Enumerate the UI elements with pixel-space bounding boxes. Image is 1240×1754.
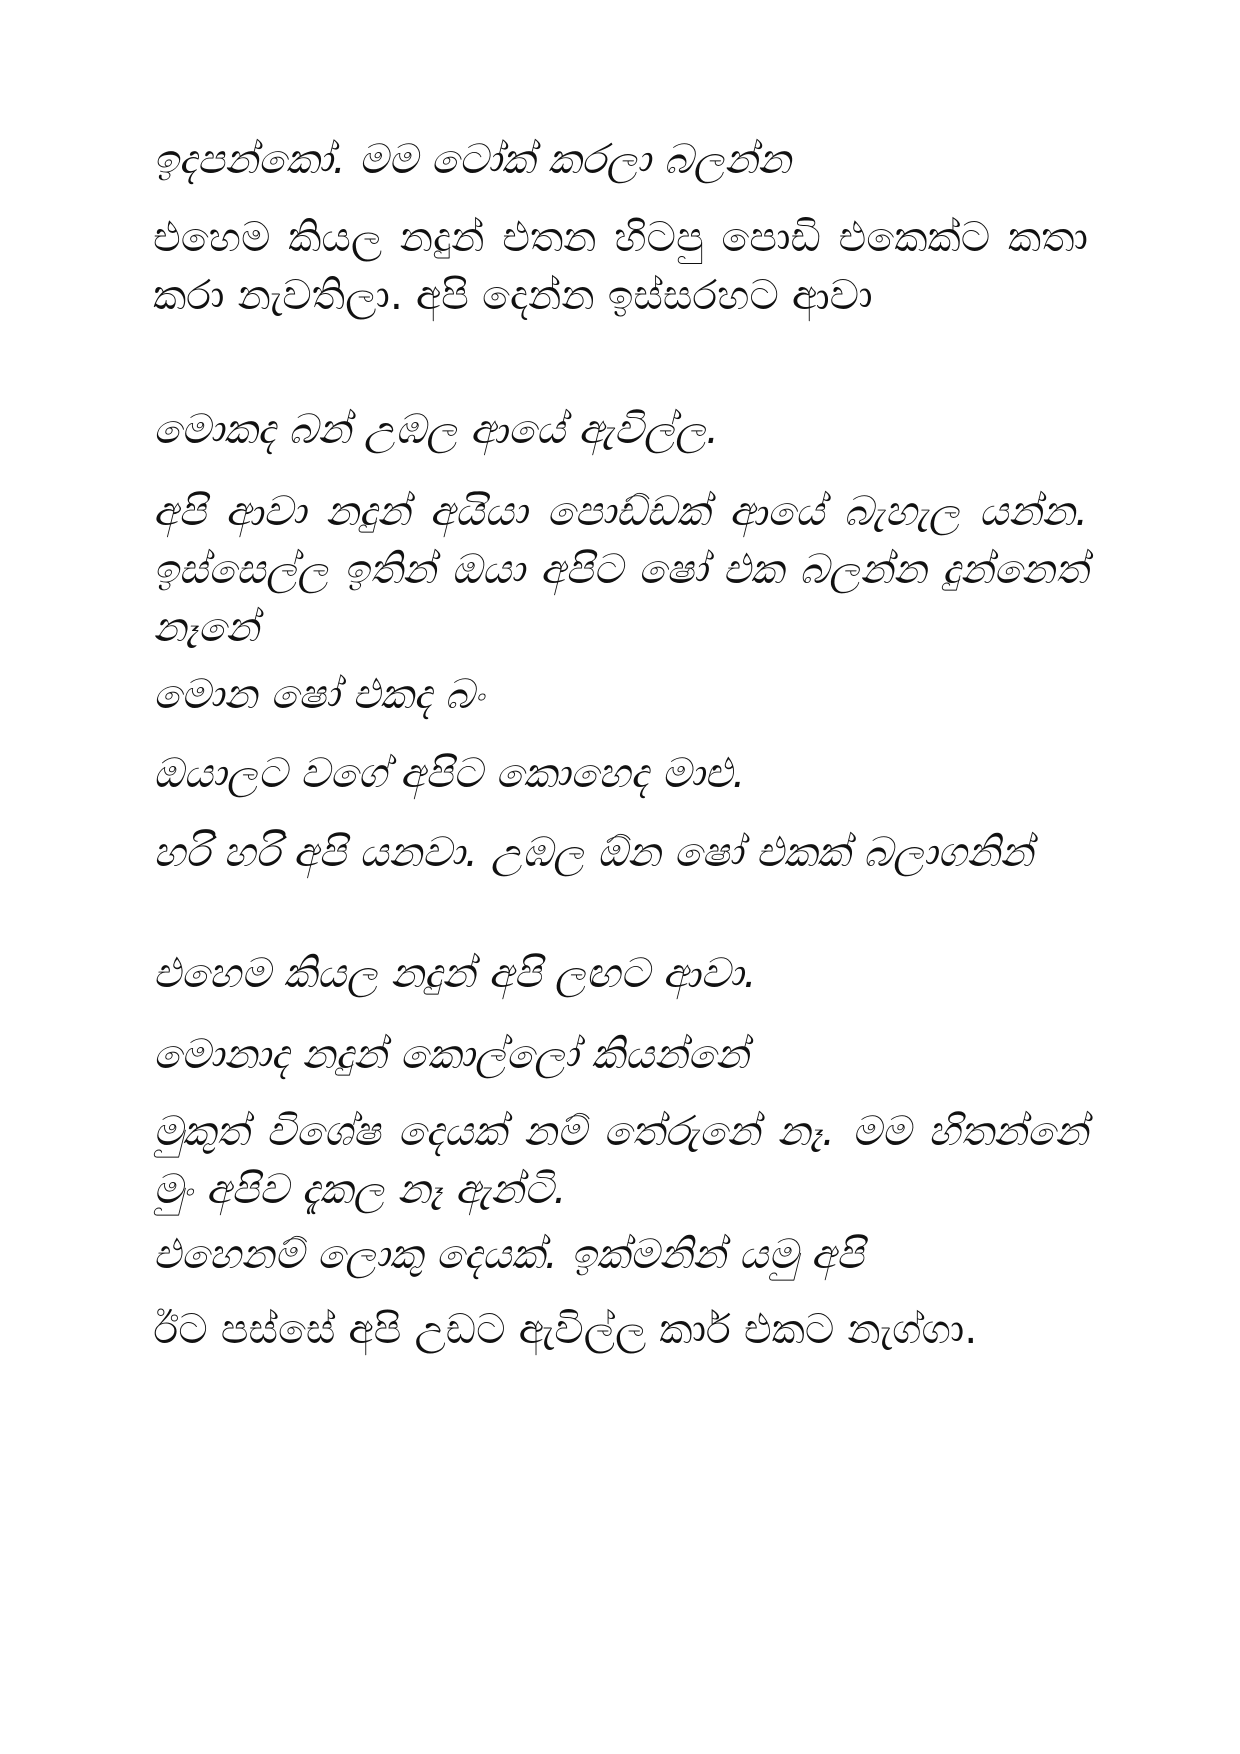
paragraph-4: අපි ආවා නදුන් අයියා පොඩ්ඩක් ආයේ බැහැල යන්න. ඉස්සෙල්ල ඉතින් ඔයා අපිට ෂෝ එක බලන්න දුන්නෙත් නෑනේ	[153, 487, 1088, 651]
paragraph-1: ඉදපන්කෝ. මම ටෝක් කරලා බලන්න	[153, 135, 791, 183]
paragraph-3: මොකද බන් උඹල ආයේ ඇවිල්ල.	[153, 405, 719, 453]
paragraph-7: හරි හරි අපි යනවා. උඹල ඕන ෂෝ එකක් බලාගනින්	[153, 828, 1034, 876]
paragraph-9: මොනාද නදුන් කොල්ලෝ කියන්නේ	[153, 1030, 749, 1078]
paragraph-8: එහෙම කියල නදුන් අපි ලඟට ආවා.	[153, 949, 757, 997]
paragraph-10: මුකුත් විශේෂ දෙයක් නම් තේරුනේ නෑ. මම හිතන්නේ මුං අපිව දැකල නෑ ඇන්ටි.	[153, 1107, 1088, 1213]
paragraph-5: මොන ෂෝ එකද බං	[153, 670, 485, 718]
paragraph-11: එහෙනම් ලොකු දෙයක්. ඉක්මනින් යමු අපි	[153, 1230, 864, 1278]
paragraph-2: එහෙම කියල නදුන් එතන හිටපු පොඩි එකෙක්ට කතා කරා නැවතිලා. අපි දෙන්න ඉස්සරහට ආවා	[153, 213, 1088, 319]
paragraph-6: ඔයාලට වගේ අපිට කොහෙද මාළු.	[153, 749, 746, 797]
paragraph-12: ඊට පස්සේ අපි උඩට ඇවිල්ල කාර් එකට නැග්ගා.	[153, 1305, 978, 1353]
